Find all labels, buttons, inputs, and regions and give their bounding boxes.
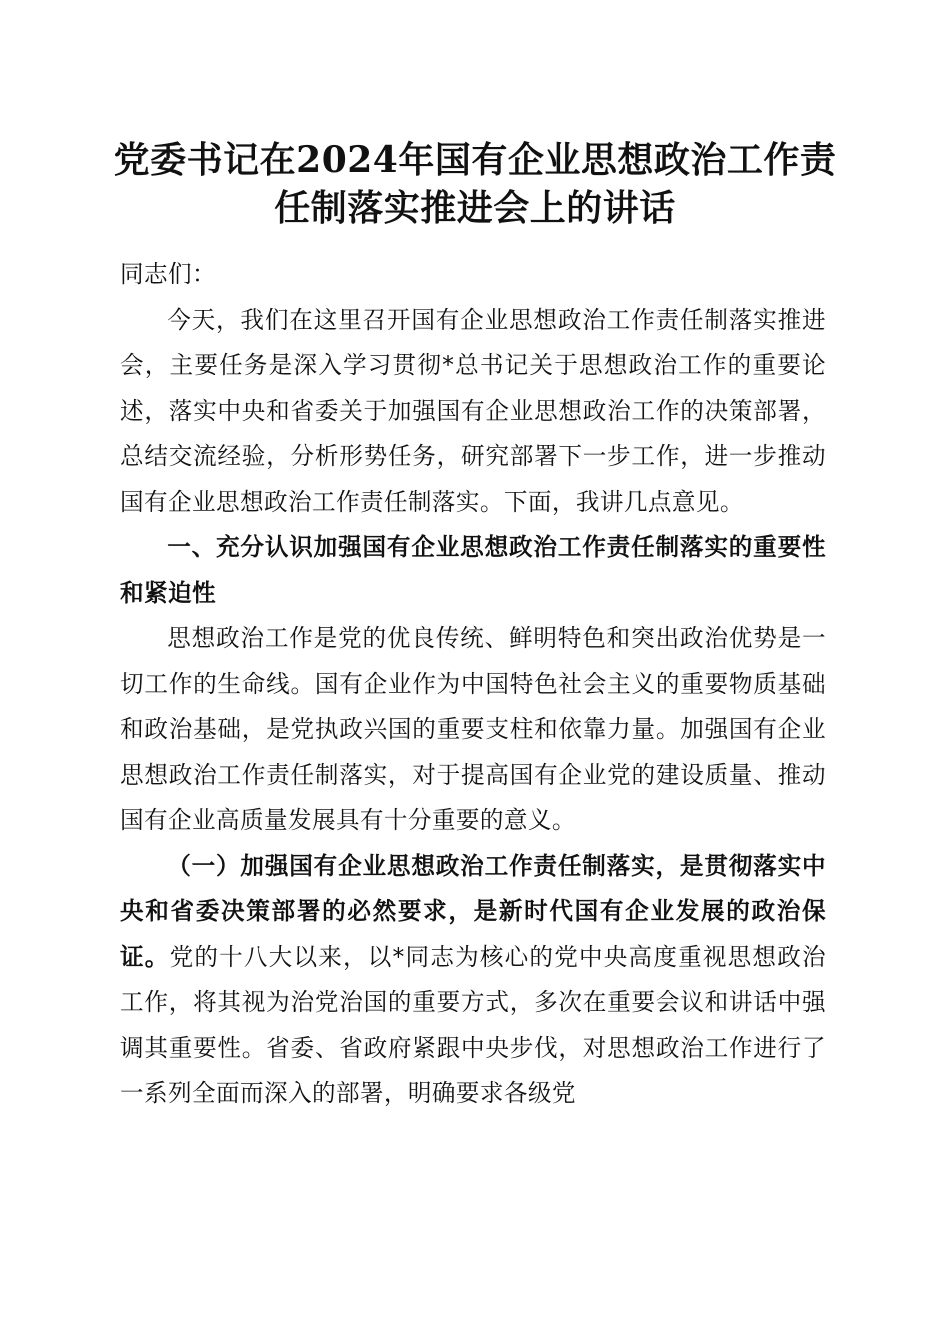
subsection-1-text: 党的十八大以来，以*同志为核心的党中央高度重视思想政治工作，将其视为治党治国的重要方式，多次在重要会议和讲话中强调其重要性。省委、省政府紧跟中央步伐，对思想政治工作进行了一系列全面而深入的部署，明确要求各级党: [120, 942, 826, 1107]
salutation: 同志们：: [120, 260, 216, 288]
subsection-1-lead: （一）加强国有企业思想政治工作责任制落实，是贯彻落实中央和省委决策部署的必然要求，是新时代国有企业发展的政治保证。: [120, 851, 826, 971]
opening-paragraph: 今天，我们在这里召开国有企业思想政治工作责任制落实推进会，主要任务是深入学习贯彻*总书记关于思想政治工作的重要论述，落实中央和省委关于加强国有企业思想政治工作的决策部署，总结交流经验，分析形势任务，研究部署下一步工作，进一步推动国有企业思想政治工作责任制落实。下面，我讲几点意见。: [120, 305, 826, 516]
subsection-1-paragraph: [120, 844, 826, 1117]
section-heading-1: 一、充分认识加强国有企业思想政治工作责任制落实的重要性和紧迫性: [120, 533, 826, 607]
title-line-2: 任制落实推进会上的讲话: [274, 187, 676, 229]
title-line-1: 党委书记在2024年国有企业思想政治工作责: [113, 139, 837, 181]
document-body: [120, 252, 826, 1117]
document-title: [100, 136, 850, 232]
section-1-paragraph: 思想政治工作是党的优良传统、鲜明特色和突出政治优势是一切工作的生命线。国有企业作为中国特色社会主义的重要物质基础和政治基础，是党执政兴国的重要支柱和依靠力量。加强国有企业思想政治工作责任制落实，对于提高国有企业党的建设质量、推动国有企业高质量发展具有十分重要的意义。: [120, 624, 826, 834]
